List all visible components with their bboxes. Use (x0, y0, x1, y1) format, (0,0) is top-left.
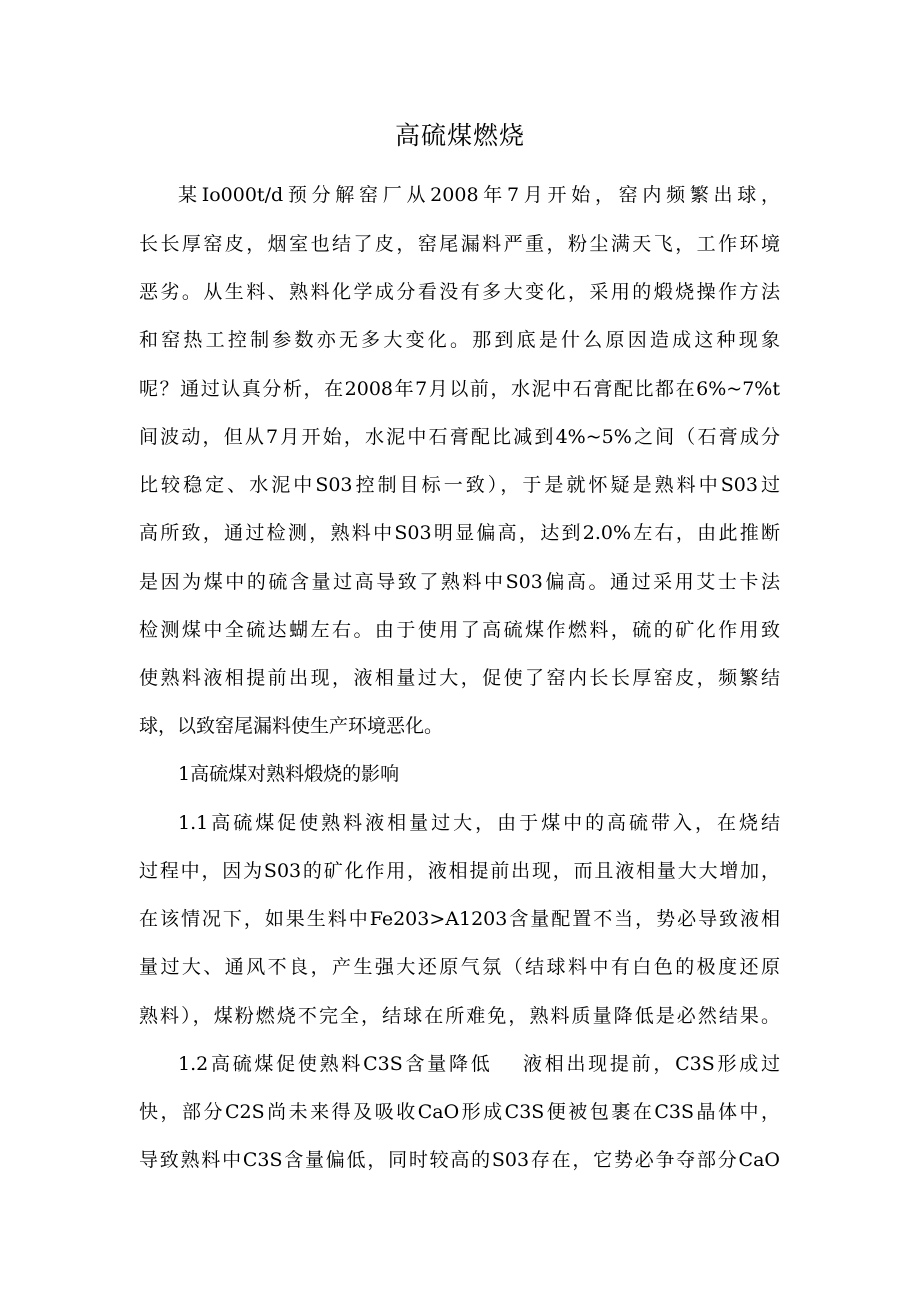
paragraph-line: 1.1高硫煤促使熟料液相量过大，由于煤中的高硫带入，在烧结 (178, 812, 780, 834)
paragraph-line: 高所致，通过检测，熟料中S03明显偏高，达到2.0%左右，由此推断 (139, 522, 780, 544)
paragraph-line: 某Io000t/d预分解窑厂从2008年7月开始，窑内频繁出球， (178, 184, 780, 206)
section-heading: 1高硫煤对熟料煅烧的影响 (178, 763, 400, 785)
paragraph-line: 恶劣。从生料、熟料化学成分看没有多大变化，采用的煅烧操作方法 (139, 281, 780, 303)
paragraph-line: 是因为煤中的硫含量过高导致了熟料中S03偏高。通过采用艾士卡法 (139, 571, 780, 593)
paragraph-line: 熟料），煤粉燃烧不完全，结球在所难免，熟料质量降低是必然结果。 (139, 1005, 780, 1027)
paragraph-line: 检测煤中全硫达蝴左右。由于使用了高硫煤作燃料，硫的矿化作用致 (139, 619, 780, 641)
paragraph-line: 导致熟料中C3S含量偏低，同时较高的S03存在，它势必争夺部分CaO (139, 1149, 780, 1171)
paragraph-line: 1.2高硫煤促使熟料C3S含量降低 液相出现提前，C3S形成过 (178, 1053, 780, 1075)
paragraph-line: 呢？通过认真分析，在2008年7月以前，水泥中石膏配比都在6%~7%t (139, 378, 780, 400)
paragraph-line: 比较稳定、水泥中S03控制目标一致），于是就怀疑是熟料中S03过 (139, 474, 780, 496)
document-title: 高硫煤燃烧 (394, 121, 525, 150)
paragraph-line: 和窑热工控制参数亦无多大变化。那到底是什么原因造成这种现象 (139, 329, 780, 351)
paragraph-line: 在该情况下，如果生料中Fe203>A1203含量配置不当，势必导致液相 (139, 908, 780, 930)
paragraph-line: 球，以致窑尾漏料使生产环境恶化。 (139, 715, 444, 737)
paragraph-line: 使熟料液相提前出现，液相量过大，促使了窑内长长厚窑皮，频繁结 (139, 667, 780, 689)
paragraph-line: 量过大、通风不良，产生强大还原气氛（结球料中有白色的极度还原 (139, 956, 780, 978)
paragraph-line: 长长厚窑皮，烟室也结了皮，窑尾漏料严重，粉尘满天飞，工作环境 (139, 233, 780, 255)
paragraph-line: 过程中，因为S03的矿化作用，液相提前出现，而且液相量大大增加， (139, 860, 780, 882)
paragraph-line: 间波动，但从7月开始，水泥中石膏配比减到4%~5%之间（石膏成分 (139, 426, 780, 448)
paragraph-line: 快，部分C2S尚未来得及吸收CaO形成C3S便被包裹在C3S晶体中， (139, 1101, 780, 1123)
